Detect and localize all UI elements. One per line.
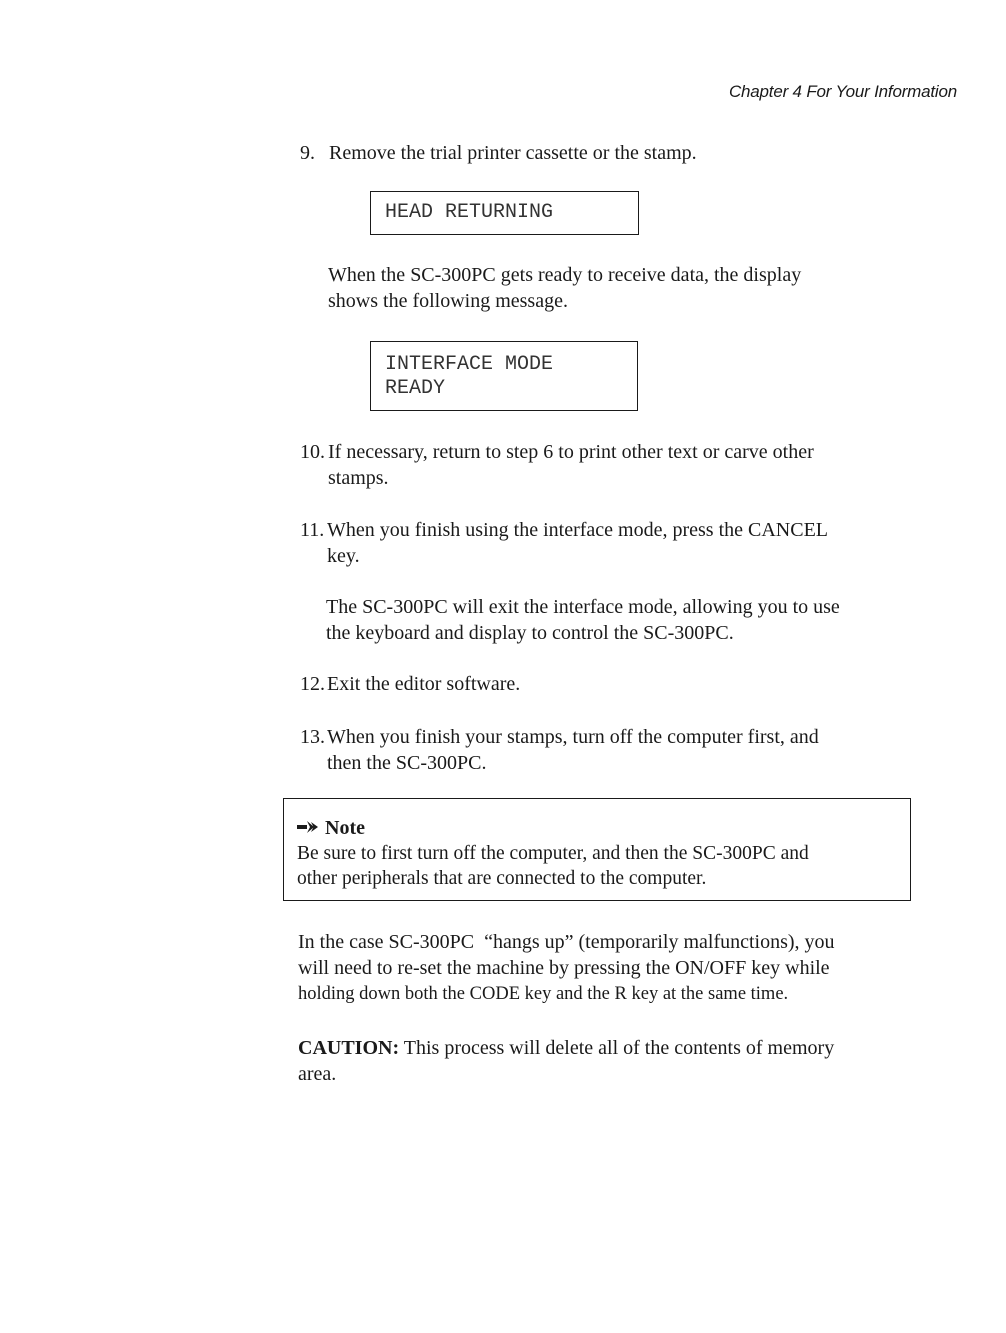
step-number: 11. [300, 519, 325, 541]
step-number: 13. [300, 726, 325, 748]
lcd-display-head-returning [370, 191, 639, 235]
note-body [297, 841, 809, 891]
step-number: 9. [300, 142, 315, 164]
exit-paragraph [326, 594, 840, 646]
note-line: other peripherals that are connected to the computer. [297, 868, 707, 889]
caution-paragraph [298, 1035, 834, 1087]
step-text: When you finish your stamps, turn off the computer first, and [327, 726, 819, 748]
paragraph-line: holding down both the CODE key and the R key at the same time. [298, 984, 789, 1004]
note-title [297, 815, 365, 841]
caution-label: CAUTION: [298, 1037, 400, 1059]
lcd-line: INTERFACE MODE [385, 353, 554, 376]
hangs-up-paragraph [298, 929, 835, 1007]
paragraph-line: the keyboard and display to control the SC-300PC. [326, 622, 734, 644]
paragraph-line: shows the following message. [328, 290, 568, 312]
step-number: 12. [300, 673, 325, 695]
step-text-continued: stamps. [328, 467, 389, 489]
lcd-display-interface-mode [370, 341, 638, 411]
lcd-line: HEAD RETURNING [385, 201, 554, 224]
lcd-line: READY [385, 377, 446, 400]
step-text-continued: then the SC-300PC. [327, 752, 487, 774]
paragraph-line: In the case SC-300PC “hangs up” (temporarily malfunctions), you [298, 931, 835, 953]
arrow-icon [297, 821, 319, 833]
caution-text-continued: area. [298, 1063, 337, 1085]
note-line: Be sure to first turn off the computer, and then the SC-300PC and [297, 843, 809, 864]
note-title-text: Note [325, 817, 365, 839]
step-number: 10. [300, 441, 325, 463]
ready-paragraph [328, 262, 801, 314]
step-text-continued: key. [327, 545, 360, 567]
caution-text: This process will delete all of the contents of memory [399, 1037, 835, 1059]
chapter-header: Chapter 4 For Your Information [728, 82, 957, 101]
step-text: If necessary, return to step 6 to print other text or carve other [328, 441, 814, 463]
paragraph-line: will need to re-set the machine by pressing the ON/OFF key while [298, 957, 830, 979]
step-text: When you finish using the interface mode, press the CANCEL [327, 519, 828, 541]
step-text: Exit the editor software. [327, 673, 521, 695]
paragraph-line: When the SC-300PC gets ready to receive data, the display [328, 264, 802, 286]
step-text: Remove the trial printer cassette or the stamp. [329, 142, 697, 164]
paragraph-line: The SC-300PC will exit the interface mode, allowing you to use [326, 596, 840, 618]
